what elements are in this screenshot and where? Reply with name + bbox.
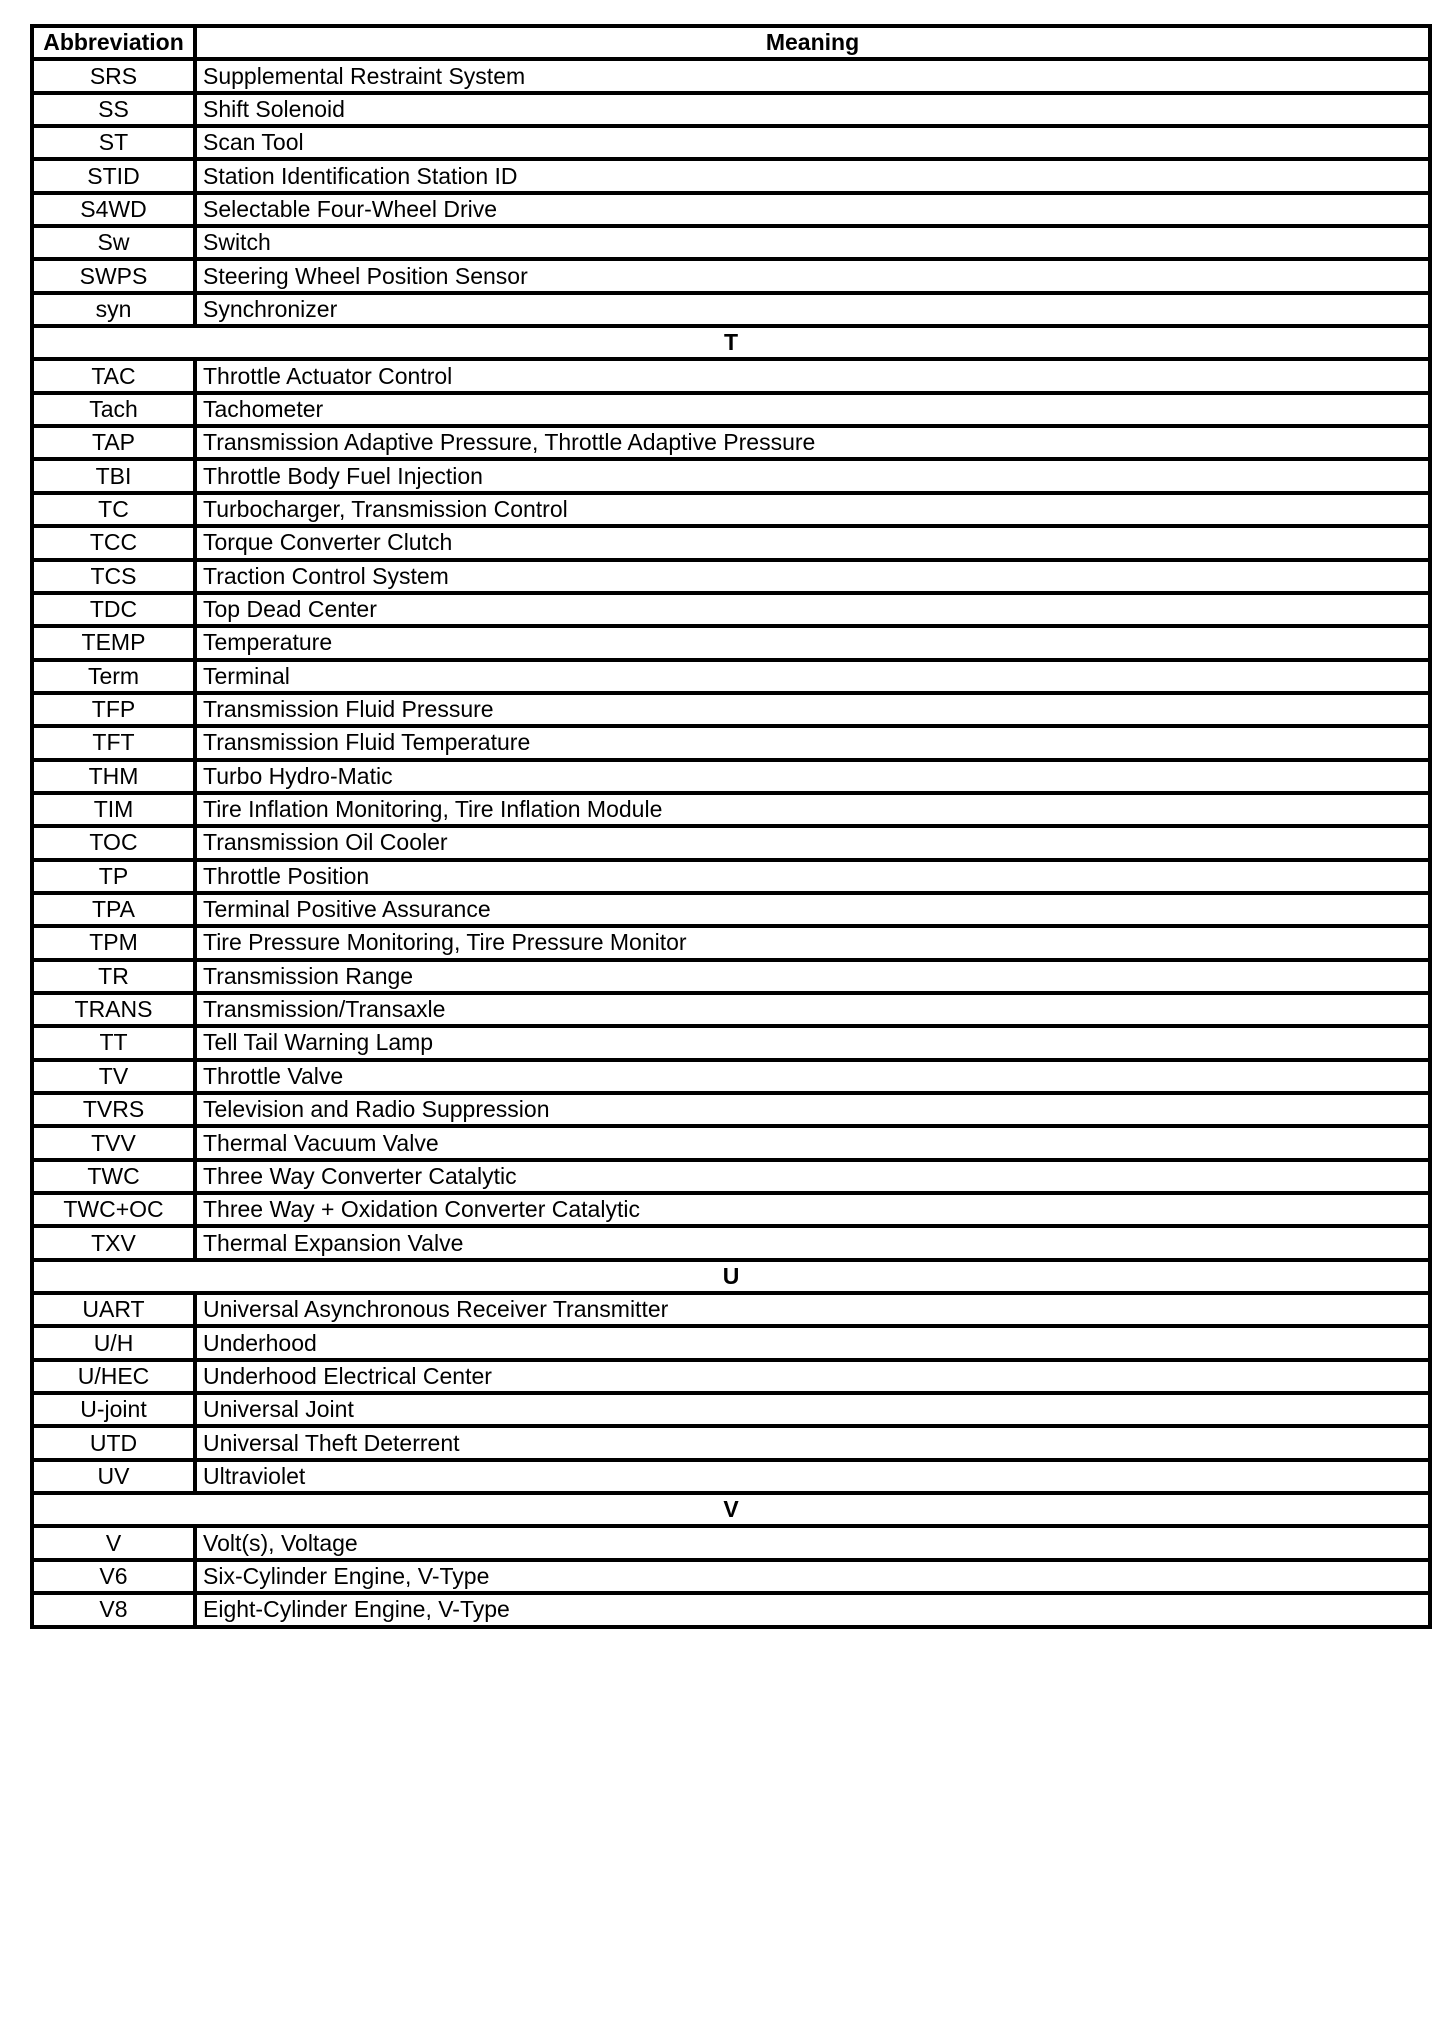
meaning-cell: Scan Tool xyxy=(195,126,1430,159)
meaning-cell: Torque Converter Clutch xyxy=(195,526,1430,559)
table-row xyxy=(32,459,1430,492)
meaning-cell: Transmission Adaptive Pressure, Throttle Adaptive Pressure xyxy=(195,426,1430,459)
abbreviation-cell: V6 xyxy=(32,1560,195,1593)
table-row xyxy=(32,1560,1430,1593)
table-row xyxy=(32,926,1430,959)
abbreviation-cell: U/HEC xyxy=(32,1360,195,1393)
table-row xyxy=(32,1060,1430,1093)
abbreviation-cell: UART xyxy=(32,1293,195,1326)
meaning-cell: Underhood xyxy=(195,1326,1430,1359)
meaning-cell: Six-Cylinder Engine, V-Type xyxy=(195,1560,1430,1593)
table-row xyxy=(32,93,1430,126)
abbreviation-cell: TEMP xyxy=(32,626,195,659)
table-row xyxy=(32,1126,1430,1159)
table-row xyxy=(32,793,1430,826)
meaning-cell: Ultraviolet xyxy=(195,1460,1430,1493)
table-row xyxy=(32,560,1430,593)
table-row xyxy=(32,59,1430,92)
table-row xyxy=(32,1426,1430,1459)
table-row xyxy=(32,159,1430,192)
abbreviation-cell: TR xyxy=(32,960,195,993)
meaning-cell: Thermal Expansion Valve xyxy=(195,1226,1430,1259)
abbreviation-cell: TPA xyxy=(32,893,195,926)
table-row xyxy=(32,693,1430,726)
meaning-cell: Steering Wheel Position Sensor xyxy=(195,259,1430,292)
abbreviation-cell: TFP xyxy=(32,693,195,726)
table-row xyxy=(32,526,1430,559)
meaning-cell: Volt(s), Voltage xyxy=(195,1526,1430,1559)
abbreviation-cell: TBI xyxy=(32,459,195,492)
abbreviation-table xyxy=(30,24,1432,1629)
meaning-cell: Throttle Actuator Control xyxy=(195,359,1430,392)
meaning-cell: Eight-Cylinder Engine, V-Type xyxy=(195,1593,1430,1626)
abbreviation-cell: TIM xyxy=(32,793,195,826)
abbreviation-cell: SRS xyxy=(32,59,195,92)
abbreviation-cell: TRANS xyxy=(32,993,195,1026)
abbreviation-cell: ST xyxy=(32,126,195,159)
section-letter: U xyxy=(32,1260,1430,1293)
abbreviation-cell: TXV xyxy=(32,1226,195,1259)
table-row xyxy=(32,726,1430,759)
abbreviation-cell: TWC+OC xyxy=(32,1193,195,1226)
section-header-row xyxy=(32,326,1430,359)
abbreviation-cell: TDC xyxy=(32,593,195,626)
meaning-cell: Tachometer xyxy=(195,393,1430,426)
meaning-cell: Switch xyxy=(195,226,1430,259)
meaning-cell: Tire Inflation Monitoring, Tire Inflation Module xyxy=(195,793,1430,826)
meaning-cell: Transmission/Transaxle xyxy=(195,993,1430,1026)
table-row xyxy=(32,626,1430,659)
abbreviation-cell: TCS xyxy=(32,560,195,593)
meaning-cell: Top Dead Center xyxy=(195,593,1430,626)
abbreviation-cell: Sw xyxy=(32,226,195,259)
meaning-column-header: Meaning xyxy=(195,26,1430,59)
section-header-row xyxy=(32,1493,1430,1526)
table-row xyxy=(32,426,1430,459)
meaning-cell: Turbocharger, Transmission Control xyxy=(195,493,1430,526)
abbreviation-cell: TP xyxy=(32,860,195,893)
table-row xyxy=(32,193,1430,226)
table-row xyxy=(32,359,1430,392)
meaning-cell: Transmission Fluid Pressure xyxy=(195,693,1430,726)
abbreviation-cell: THM xyxy=(32,760,195,793)
meaning-cell: Temperature xyxy=(195,626,1430,659)
abbreviation-cell: TVRS xyxy=(32,1093,195,1126)
meaning-cell: Thermal Vacuum Valve xyxy=(195,1126,1430,1159)
meaning-cell: Three Way Converter Catalytic xyxy=(195,1160,1430,1193)
table-row xyxy=(32,660,1430,693)
abbreviation-cell: STID xyxy=(32,159,195,192)
meaning-cell: Transmission Oil Cooler xyxy=(195,826,1430,859)
table-row xyxy=(32,1293,1430,1326)
table-row xyxy=(32,993,1430,1026)
abbreviation-cell: TOC xyxy=(32,826,195,859)
table-row xyxy=(32,1593,1430,1626)
table-row xyxy=(32,593,1430,626)
abbreviation-cell: UTD xyxy=(32,1426,195,1459)
table-row xyxy=(32,1093,1430,1126)
section-letter: T xyxy=(32,326,1430,359)
table-row xyxy=(32,1160,1430,1193)
meaning-cell: Station Identification Station ID xyxy=(195,159,1430,192)
abbreviation-cell: SWPS xyxy=(32,259,195,292)
abbreviation-cell: TT xyxy=(32,1026,195,1059)
meaning-cell: Universal Asynchronous Receiver Transmitter xyxy=(195,1293,1430,1326)
abbreviation-cell: syn xyxy=(32,293,195,326)
meaning-cell: Throttle Body Fuel Injection xyxy=(195,459,1430,492)
table-row xyxy=(32,893,1430,926)
abbreviation-cell: TCC xyxy=(32,526,195,559)
table-row xyxy=(32,1226,1430,1259)
abbreviation-cell: TWC xyxy=(32,1160,195,1193)
abbreviation-cell: TV xyxy=(32,1060,195,1093)
abbreviation-cell: U-joint xyxy=(32,1393,195,1426)
meaning-cell: Tell Tail Warning Lamp xyxy=(195,1026,1430,1059)
table-row xyxy=(32,259,1430,292)
table-row xyxy=(32,1026,1430,1059)
abbreviation-cell: Tach xyxy=(32,393,195,426)
abbreviation-cell: TFT xyxy=(32,726,195,759)
table-body xyxy=(32,59,1430,1626)
abbreviation-cell: SS xyxy=(32,93,195,126)
abbreviation-cell: Term xyxy=(32,660,195,693)
meaning-cell: Traction Control System xyxy=(195,560,1430,593)
meaning-cell: Three Way + Oxidation Converter Catalytic xyxy=(195,1193,1430,1226)
meaning-cell: Throttle Position xyxy=(195,860,1430,893)
meaning-cell: Turbo Hydro-Matic xyxy=(195,760,1430,793)
meaning-cell: Terminal xyxy=(195,660,1430,693)
table-row xyxy=(32,1393,1430,1426)
abbreviation-cell: UV xyxy=(32,1460,195,1493)
abbreviation-cell: TVV xyxy=(32,1126,195,1159)
meaning-cell: Underhood Electrical Center xyxy=(195,1360,1430,1393)
table-row xyxy=(32,1460,1430,1493)
table-row xyxy=(32,826,1430,859)
table-row xyxy=(32,1326,1430,1359)
abbreviation-cell: V xyxy=(32,1526,195,1559)
abbreviation-column-header: Abbreviation xyxy=(32,26,195,59)
table-row xyxy=(32,760,1430,793)
abbreviation-cell: TC xyxy=(32,493,195,526)
section-header-row xyxy=(32,1260,1430,1293)
abbreviation-cell: V8 xyxy=(32,1593,195,1626)
table-row xyxy=(32,293,1430,326)
table-row xyxy=(32,226,1430,259)
abbreviation-cell: TAC xyxy=(32,359,195,392)
table-row xyxy=(32,126,1430,159)
table-row xyxy=(32,860,1430,893)
meaning-cell: Transmission Range xyxy=(195,960,1430,993)
abbreviation-cell: S4WD xyxy=(32,193,195,226)
meaning-cell: Supplemental Restraint System xyxy=(195,59,1430,92)
meaning-cell: Selectable Four-Wheel Drive xyxy=(195,193,1430,226)
table-row xyxy=(32,1193,1430,1226)
meaning-cell: Terminal Positive Assurance xyxy=(195,893,1430,926)
abbreviation-cell: TAP xyxy=(32,426,195,459)
table-row xyxy=(32,1360,1430,1393)
abbreviation-cell: U/H xyxy=(32,1326,195,1359)
header-row xyxy=(32,26,1430,59)
table-row xyxy=(32,393,1430,426)
table-row xyxy=(32,1526,1430,1559)
meaning-cell: Tire Pressure Monitoring, Tire Pressure Monitor xyxy=(195,926,1430,959)
meaning-cell: Television and Radio Suppression xyxy=(195,1093,1430,1126)
table-row xyxy=(32,960,1430,993)
meaning-cell: Shift Solenoid xyxy=(195,93,1430,126)
table-row xyxy=(32,493,1430,526)
meaning-cell: Transmission Fluid Temperature xyxy=(195,726,1430,759)
meaning-cell: Universal Joint xyxy=(195,1393,1430,1426)
section-letter: V xyxy=(32,1493,1430,1526)
meaning-cell: Synchronizer xyxy=(195,293,1430,326)
meaning-cell: Universal Theft Deterrent xyxy=(195,1426,1430,1459)
abbreviation-cell: TPM xyxy=(32,926,195,959)
meaning-cell: Throttle Valve xyxy=(195,1060,1430,1093)
